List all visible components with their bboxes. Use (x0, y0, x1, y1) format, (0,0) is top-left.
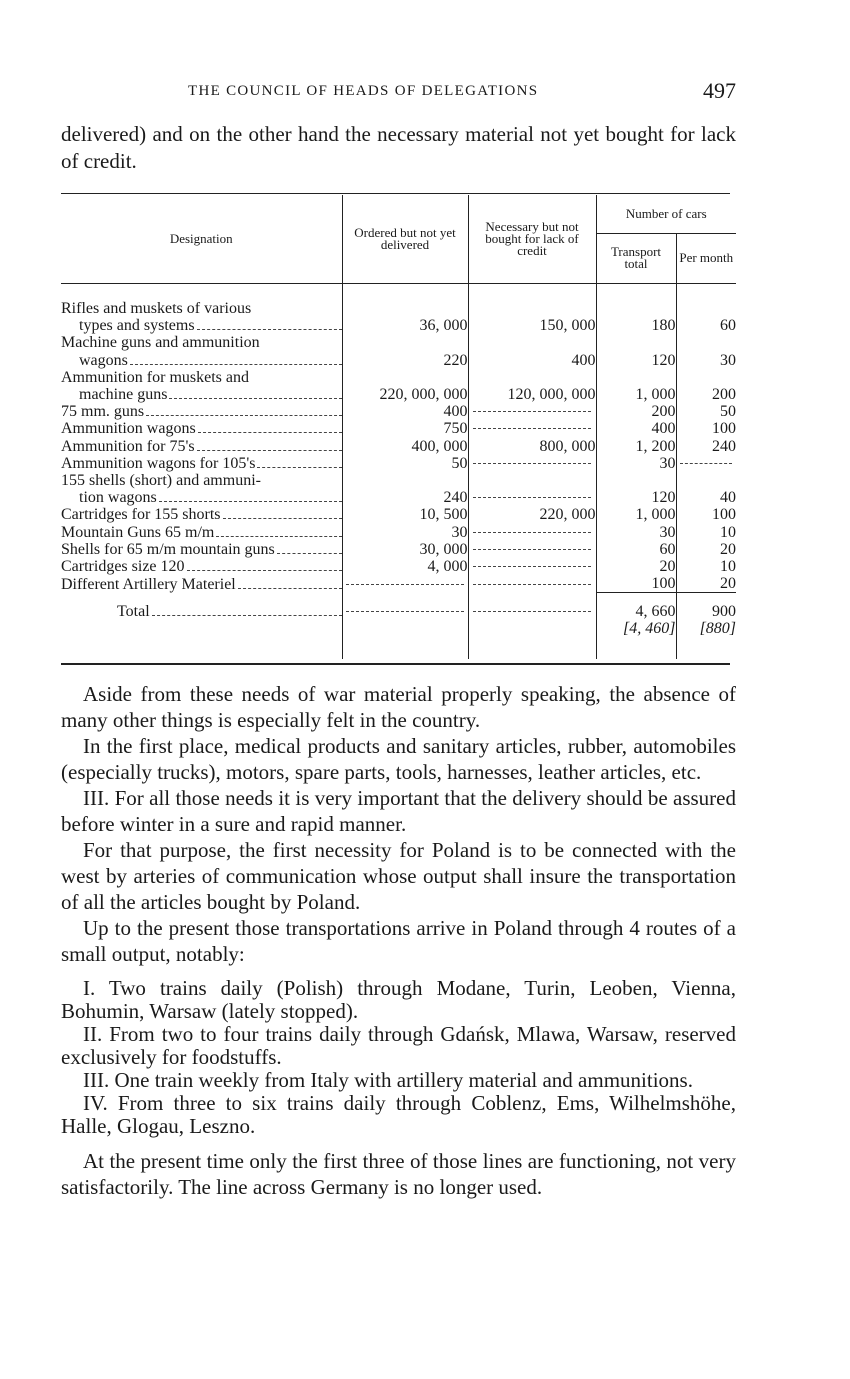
cell-per-month: 40 (676, 472, 736, 506)
table-row (61, 403, 736, 420)
row-designation-cont: wagons (79, 351, 128, 369)
table-top-rule (61, 193, 730, 194)
route-item: I. Two trains daily (Polish) through Modane, Turin, Leoben, Vienna, Bohumin, Warsaw (lately stopped). (61, 976, 736, 1023)
row-designation: Ammunition wagons (61, 420, 196, 438)
cell-ordered: 30, 000 (342, 541, 468, 558)
empty-cell-dash (473, 497, 591, 498)
row-designation: Machine guns and ammunition (61, 334, 260, 352)
table-row (61, 420, 736, 437)
cell-transport: 30 (596, 524, 676, 541)
col-header-per-month: Per month (676, 233, 736, 283)
row-designation: Shells for 65 m/m mountain guns (61, 540, 275, 558)
empty-cell-dash (473, 549, 591, 550)
empty-cell-dash (473, 611, 591, 612)
cell-transport: 1, 000 (596, 369, 676, 403)
col-header-necessary: Necessary but not bought for lack of credit (468, 195, 596, 283)
paragraph: Up to the present those transportations arrive in Poland through 4 routes of a small output, notably: (61, 916, 736, 966)
col-header-number-of-cars: Number of cars (596, 195, 736, 233)
cell-ordered: 50 (342, 455, 468, 472)
cell-transport: 20 (596, 558, 676, 575)
row-designation: Cartridges for 155 shorts (61, 506, 221, 524)
col-header-designation: Designation (61, 195, 342, 283)
cell-per-month: 20 (676, 541, 736, 558)
cell-necessary: 120, 000, 000 (468, 369, 596, 403)
row-designation: Mountain Guns 65 m/m (61, 523, 215, 541)
table-row (61, 524, 736, 541)
table-row (61, 334, 736, 368)
total-row (61, 603, 736, 637)
row-designation-cont: types and systems (79, 317, 195, 335)
closing-paragraph: At the present time only the first three of those lines are functioning, not very satisfactorily. The line across Germany is no longer used. (61, 1149, 736, 1199)
empty-cell-dash (473, 532, 591, 533)
paragraph: In the first place, medical products and sanitary articles, rubber, automobiles (especially trucks), motors, spare parts, tools, harnesses, leather articles, etc. (61, 734, 736, 784)
empty-cell-dash (473, 463, 591, 464)
paragraph: III. For all those needs it is very important that the delivery should be assured before winter in a sure and rapid manner. (61, 786, 736, 836)
route-item: II. From two to four trains daily through Gdańsk, Mlawa, Warsaw, reserved exclusively for foodstuffs. (61, 1022, 736, 1069)
cell-per-month: 10 (676, 558, 736, 575)
row-designation: Different Artillery Materiel (61, 575, 236, 593)
col-header-ordered: Ordered but not yet delivered (342, 195, 468, 283)
cell-per-month: 100 (676, 420, 736, 437)
row-designation-cont: tion wagons (79, 489, 157, 507)
cell-ordered: 220 (342, 334, 468, 368)
cell-transport: 60 (596, 541, 676, 558)
empty-cell-dash (346, 584, 464, 585)
cell-transport: 120 (596, 472, 676, 506)
cell-transport: 1, 000 (596, 506, 676, 523)
page-header (61, 78, 736, 108)
cell-per-month: 200 (676, 369, 736, 403)
cell-transport: 200 (596, 403, 676, 420)
empty-cell-dash (473, 411, 591, 412)
cell-per-month: 60 (676, 300, 736, 334)
total-per-month-corrected: [880] (699, 620, 737, 638)
table-row (61, 438, 736, 455)
cell-ordered: 30 (342, 524, 468, 541)
cell-ordered: 400 (342, 403, 468, 420)
cell-per-month: 20 (676, 575, 736, 593)
row-designation: Ammunition for muskets and (61, 368, 249, 386)
paragraph: For that purpose, the first necessity for Poland is to be connected with the west by arteries of communication whose output shall insure the transportation of all the articles bought by Poland. (61, 838, 736, 914)
page-number: 497 (703, 78, 736, 103)
row-designation-cont: machine guns (79, 386, 168, 404)
empty-cell-dash (680, 463, 732, 464)
route-item: III. One train weekly from Italy with artillery material and ammunitions. (83, 1068, 693, 1092)
cell-transport: 120 (596, 334, 676, 368)
cell-transport: 1, 200 (596, 438, 676, 455)
row-designation: 75 mm. guns (61, 403, 145, 421)
row-designation: Ammunition wagons for 105's (61, 454, 256, 472)
table-row (61, 455, 736, 472)
intro-paragraph: delivered) and on the other hand the necessary material not yet bought for lack of credit. (61, 122, 736, 173)
cell-transport: 100 (596, 575, 676, 593)
route-item: IV. From three to six trains daily through Coblenz, Ems, Wilhelmshöhe, Halle, Glogau, Leszno. (61, 1091, 736, 1138)
cell-per-month: 10 (676, 524, 736, 541)
running-title: THE COUNCIL OF HEADS OF DELEGATIONS (188, 83, 539, 99)
cell-ordered: 400, 000 (342, 438, 468, 455)
table-row (61, 506, 736, 523)
empty-cell-dash (346, 611, 464, 612)
table-row (61, 472, 736, 506)
table-bottom-rule (61, 663, 730, 665)
cell-ordered: 4, 000 (342, 558, 468, 575)
total-label: Total (117, 602, 150, 620)
body-text (61, 681, 736, 1200)
table-row (61, 575, 736, 593)
cell-transport: 180 (596, 300, 676, 334)
cell-ordered: 750 (342, 420, 468, 437)
cell-necessary: 400 (468, 334, 596, 368)
cell-ordered: 220, 000, 000 (342, 369, 468, 403)
total-transport-corrected: [4, 460] (623, 620, 676, 638)
row-designation: Rifles and muskets of various (61, 300, 252, 317)
table-row (61, 300, 736, 334)
routes-list (61, 977, 736, 1138)
empty-cell-dash (473, 566, 591, 567)
empty-cell-dash (473, 428, 591, 429)
row-designation: Ammunition for 75's (61, 437, 195, 455)
row-designation: 155 shells (short) and ammuni- (61, 472, 261, 490)
total-per-month: 900 (712, 602, 737, 620)
row-designation: Cartridges size 120 (61, 558, 185, 576)
cell-ordered: 36, 000 (342, 300, 468, 334)
cell-per-month: 50 (676, 403, 736, 420)
cell-transport: 400 (596, 420, 676, 437)
cell-necessary: 800, 000 (468, 438, 596, 455)
cell-per-month: 30 (676, 334, 736, 368)
empty-cell-dash (473, 584, 591, 585)
cell-per-month: 100 (676, 506, 736, 523)
table-row (61, 369, 736, 403)
materials-table (61, 195, 736, 659)
cell-per-month: 240 (676, 438, 736, 455)
cell-ordered: 240 (342, 472, 468, 506)
cell-necessary: 220, 000 (468, 506, 596, 523)
table-row (61, 541, 736, 558)
cell-necessary: 150, 000 (468, 300, 596, 334)
paragraph: Aside from these needs of war material properly speaking, the absence of many other things is especially felt in the country. (61, 682, 736, 732)
total-transport: 4, 660 (635, 602, 676, 620)
col-header-transport-total: Transport total (596, 233, 676, 283)
table-row (61, 558, 736, 575)
cell-ordered: 10, 500 (342, 506, 468, 523)
cell-transport: 30 (596, 455, 676, 472)
